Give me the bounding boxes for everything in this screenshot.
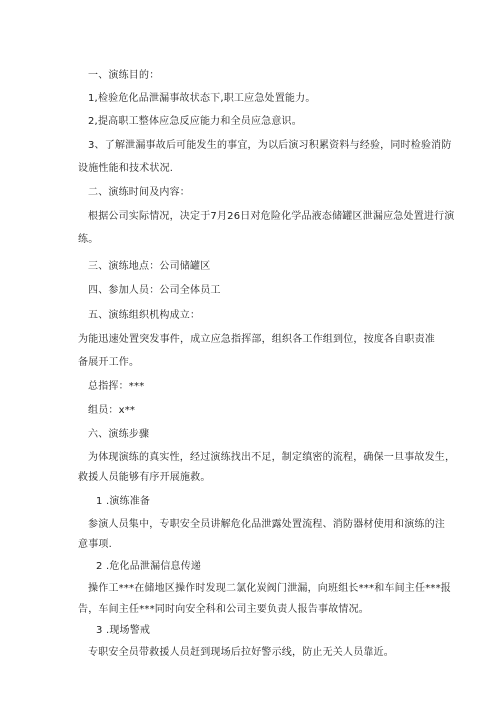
paragraph-line: 操作工***在储地区操作时发现二氯化炭阀门泄漏，向班组长***和车间主任***报 xyxy=(88,583,451,594)
paragraph-line: 为体现演练的真实性，经过演练找出不足，制定缜密的流程，确保一旦事故发生， xyxy=(88,452,456,463)
paragraph-line: 救援人员能够有序开展施救。 xyxy=(78,472,211,483)
heading-drill-purpose: 一、演练目的： xyxy=(88,70,160,81)
heading-organization: 五、演练组织机构成立： xyxy=(88,310,201,321)
paragraph-line: 意事项. xyxy=(78,539,112,550)
paragraph-line: 告，车间主任***同时向安全科和公司主要负责人报告事故情况。 xyxy=(78,604,369,615)
paragraph-line: 2,提高职工整体应急反应能力和全员应急意识。 xyxy=(88,116,302,127)
paragraph-line: 设施性能和技术状况. xyxy=(78,163,174,174)
step-heading: 3 .现场警戒 xyxy=(96,625,151,636)
members-line: 组员：x** xyxy=(88,405,136,416)
paragraph-line: 参演人员集中，专职安全员讲解危化品泄露处置流程、消防器材使用和演练的注 xyxy=(88,519,445,530)
step-heading: 2 .危化品泄漏信息传递 xyxy=(96,561,202,572)
paragraph-line: 为能迅速处置突发事件，成立应急指挥部，组织各工作组到位，按度各自职责准 xyxy=(78,334,435,345)
commander-line: 总指挥：*** xyxy=(88,381,145,392)
heading-participants: 四、参加人员：公司全体员工 xyxy=(88,285,221,296)
paragraph-line: 3、了解泄漏事故后可能发生的事宜，为以后演习积累资料与经验，同时检验消防 xyxy=(88,140,452,151)
paragraph-line: 根据公司实际情况，决定于7月26日对危险化学品液态储罐区泄漏应急处置进行演 xyxy=(88,211,455,222)
step-heading: 1 .演练准备 xyxy=(96,496,151,507)
paragraph-line: 备展开工作。 xyxy=(78,357,140,368)
heading-drill-location: 三、演练地点：公司储罐区 xyxy=(88,261,211,272)
paragraph-line: 练。 xyxy=(78,234,99,245)
paragraph-line: 专职安全员带救援人员赶到现场后拉好警示线，防止无关人员靠近。 xyxy=(88,647,394,658)
heading-drill-time: 二、演练时间及内容： xyxy=(88,187,190,198)
heading-drill-steps: 六、演练步骤 xyxy=(88,429,150,440)
paragraph-line: 1,检验危化品泄漏事故状态下,职工应急处置能力。 xyxy=(88,93,316,104)
